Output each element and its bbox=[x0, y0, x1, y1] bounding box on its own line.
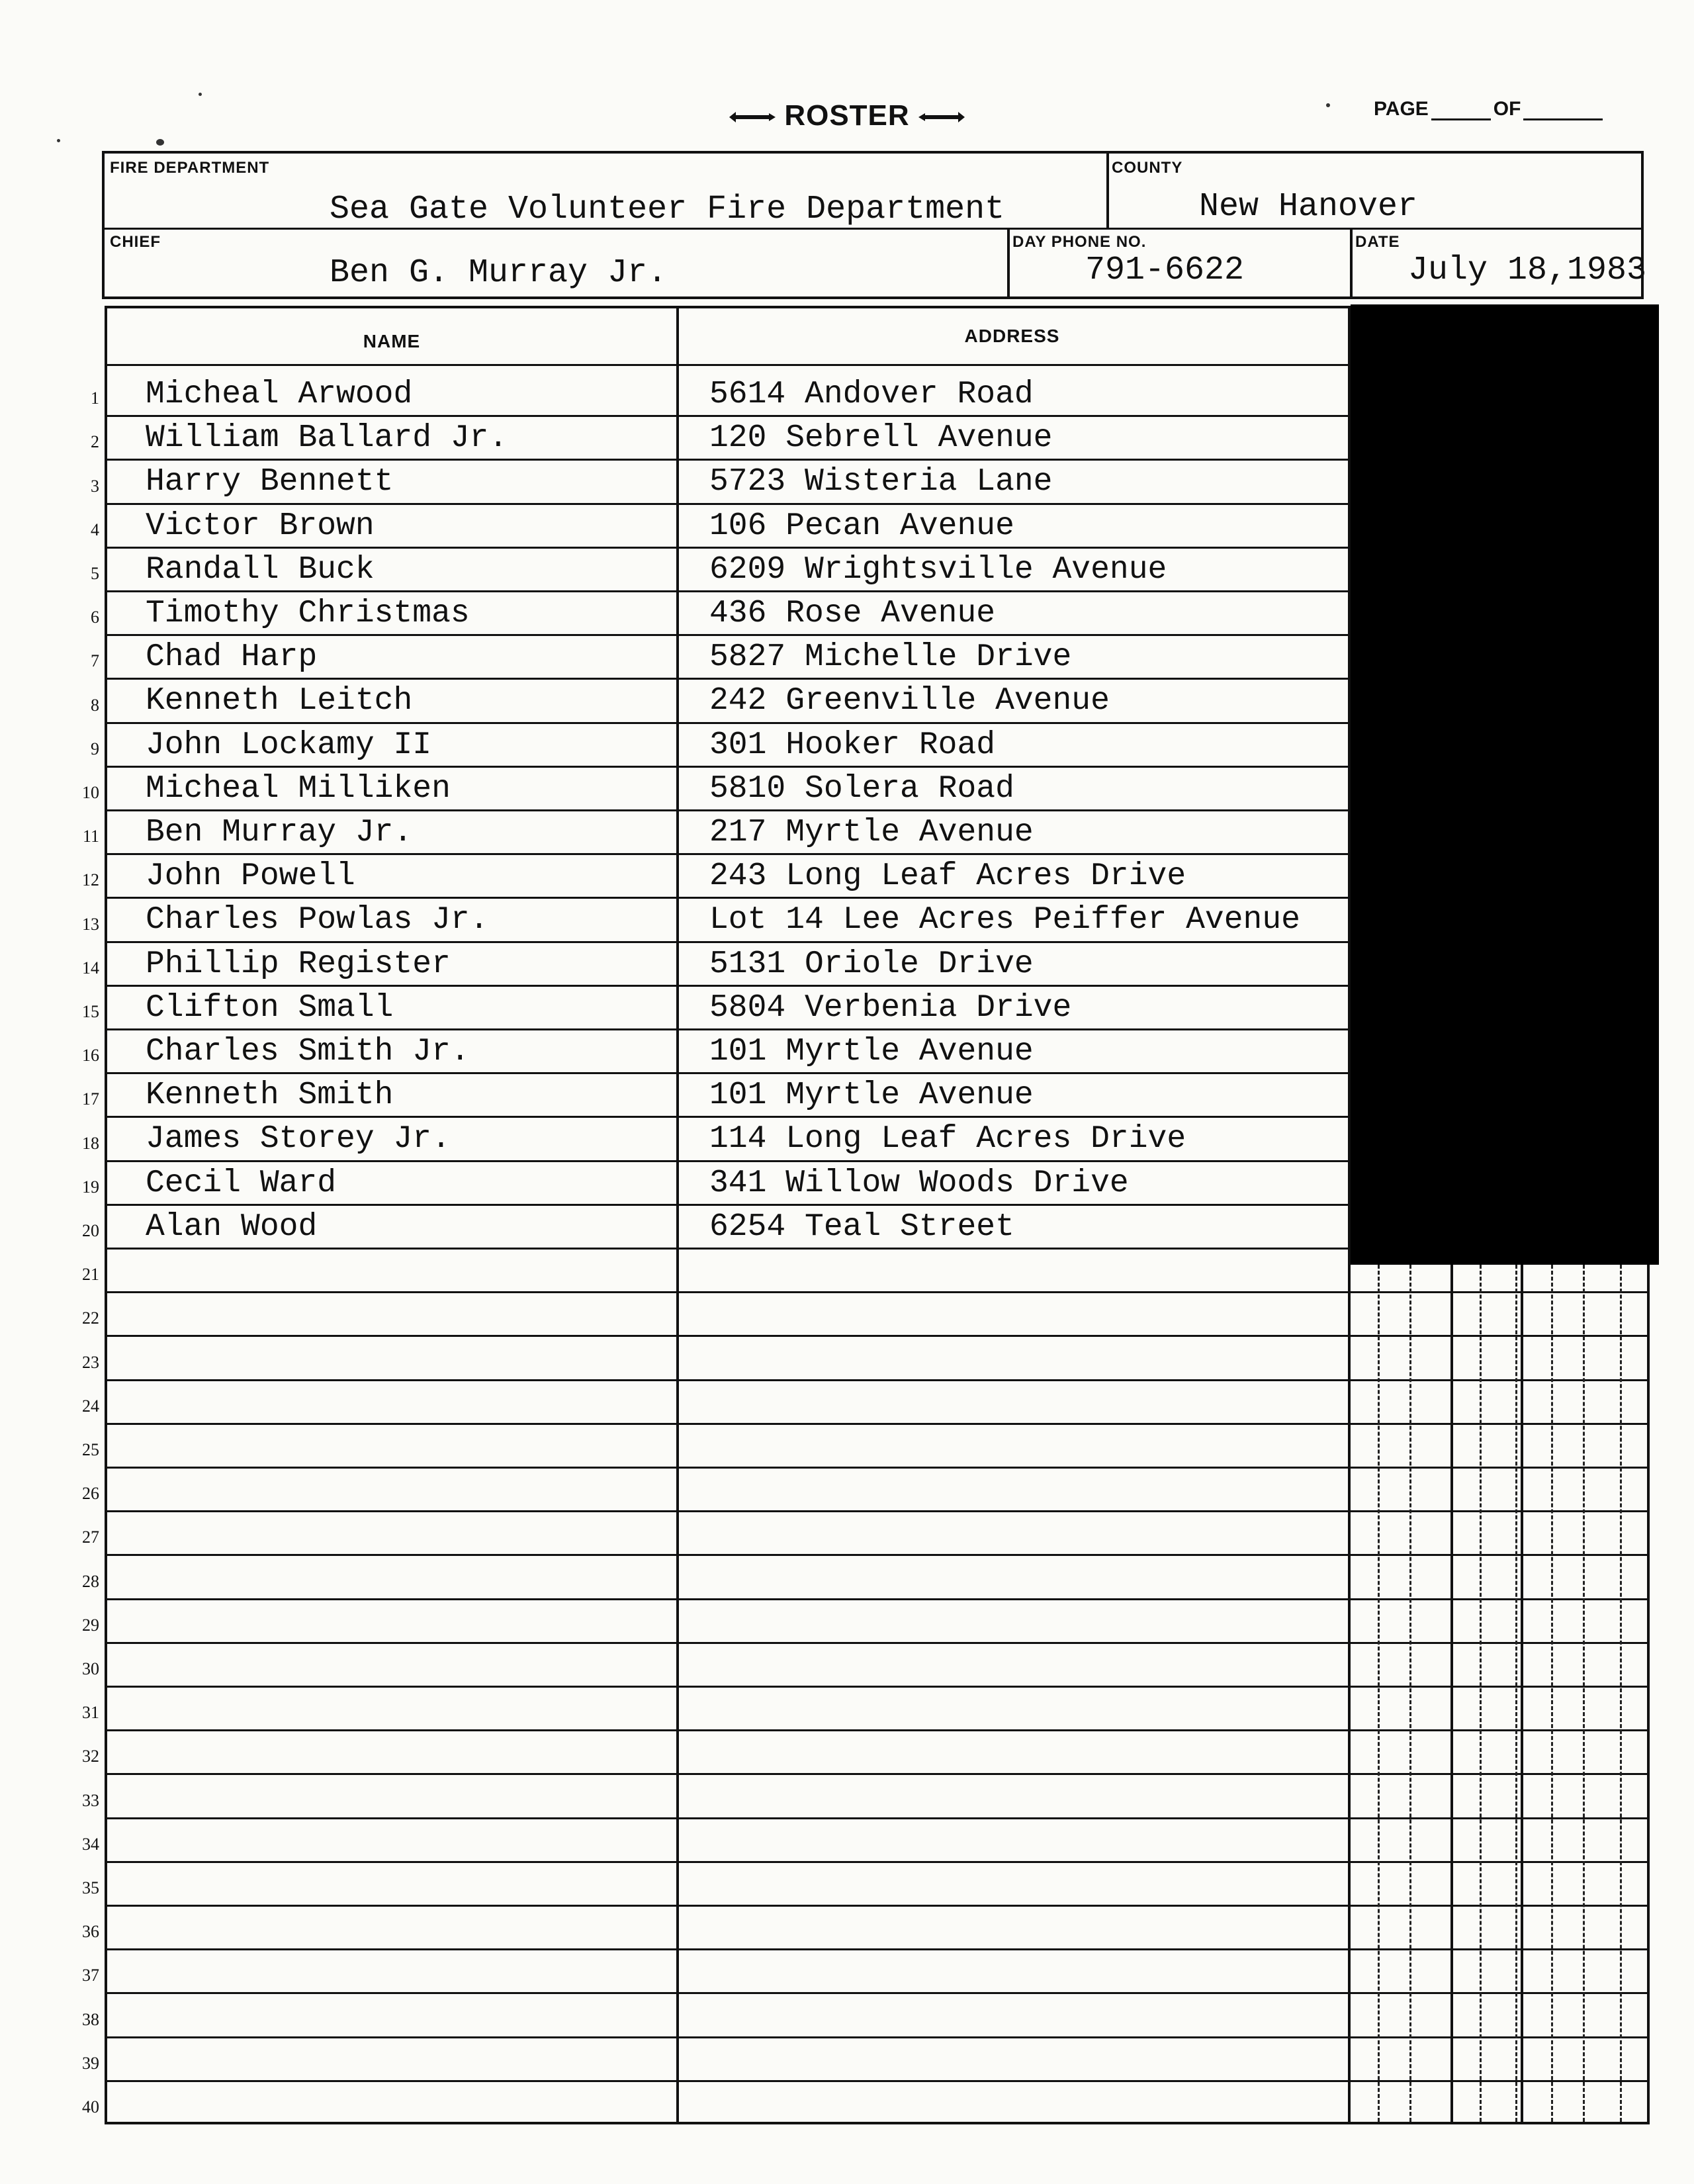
row-divider bbox=[107, 547, 1348, 549]
row-number: 6 bbox=[91, 608, 99, 627]
row-divider bbox=[107, 1686, 1647, 1688]
day-phone-label: DAY PHONE NO. bbox=[1012, 233, 1147, 251]
row-divider bbox=[107, 459, 1348, 461]
row-number: 13 bbox=[82, 914, 99, 934]
roster-title-text: ROSTER bbox=[784, 99, 910, 132]
member-name: Randall Buck bbox=[146, 551, 375, 588]
member-address: 120 Sebrell Avenue bbox=[709, 420, 1053, 457]
row-divider bbox=[107, 1817, 1647, 1819]
page-label: PAGE bbox=[1374, 98, 1429, 120]
row-divider bbox=[107, 1729, 1647, 1731]
of-label: OF bbox=[1493, 98, 1521, 120]
row-divider bbox=[107, 1379, 1647, 1381]
member-name: William Ballard Jr. bbox=[146, 420, 508, 457]
member-name: John Lockamy II bbox=[146, 727, 432, 763]
scan-speck bbox=[156, 139, 164, 146]
row-number: 18 bbox=[82, 1133, 99, 1153]
attendance-column-divider bbox=[1521, 1265, 1523, 2122]
member-address: Lot 14 Lee Acres Peiffer Avenue bbox=[709, 902, 1300, 938]
row-number: 19 bbox=[82, 1177, 99, 1197]
county-label: COUNTY bbox=[1112, 159, 1183, 177]
day-phone-value: 791-6622 bbox=[1085, 251, 1245, 289]
attendance-column-divider bbox=[1409, 1265, 1411, 2122]
attendance-column-divider bbox=[1583, 1265, 1585, 2122]
row-divider bbox=[107, 678, 1348, 680]
date-label: DATE bbox=[1355, 233, 1400, 251]
scan-speck bbox=[57, 139, 60, 142]
row-number: 11 bbox=[82, 827, 99, 846]
row-divider bbox=[107, 1510, 1647, 1512]
member-name: Ben Murray Jr. bbox=[146, 815, 413, 850]
row-number: 10 bbox=[82, 783, 99, 802]
row-divider bbox=[107, 1642, 1647, 1644]
column-header-name: NAME bbox=[363, 331, 421, 351]
row-divider bbox=[107, 590, 1348, 592]
header-row-divider bbox=[107, 364, 1348, 366]
row-divider bbox=[107, 2036, 1647, 2038]
attendance-column-divider bbox=[1450, 1265, 1453, 2122]
chief-value: Ben G. Murray Jr. bbox=[330, 254, 668, 292]
row-divider bbox=[107, 1028, 1348, 1030]
row-divider bbox=[107, 1204, 1348, 1206]
row-divider bbox=[107, 1554, 1647, 1556]
chief-label: CHIEF bbox=[110, 233, 161, 251]
member-address: 101 Myrtle Avenue bbox=[709, 1034, 1034, 1069]
row-divider bbox=[107, 722, 1348, 724]
row-divider bbox=[107, 766, 1348, 768]
member-address: 243 Long Leaf Acres Drive bbox=[709, 858, 1186, 895]
row-number: 26 bbox=[82, 1484, 99, 1504]
row-number: 12 bbox=[82, 870, 99, 890]
row-number: 34 bbox=[82, 1834, 99, 1854]
row-number: 37 bbox=[82, 1966, 99, 1985]
member-name: James Storey Jr. bbox=[146, 1121, 451, 1158]
row-number: 1 bbox=[91, 388, 99, 408]
date-value: July 18,1983 bbox=[1408, 251, 1647, 289]
row-number: 22 bbox=[82, 1308, 99, 1328]
member-address: 5827 Michelle Drive bbox=[709, 639, 1072, 676]
row-number: 33 bbox=[82, 1790, 99, 1810]
attendance-column-divider bbox=[1515, 1265, 1517, 2122]
row-number: 23 bbox=[82, 1352, 99, 1372]
row-number: 17 bbox=[82, 1089, 99, 1109]
member-address: 341 Willow Woods Drive bbox=[709, 1165, 1129, 1201]
row-number: 29 bbox=[82, 1615, 99, 1635]
member-address: 114 Long Leaf Acres Drive bbox=[709, 1121, 1186, 1158]
redaction-block bbox=[1351, 304, 1659, 1265]
row-number: 5 bbox=[91, 564, 99, 583]
attendance-column-divider bbox=[1480, 1265, 1482, 2122]
attendance-column-divider bbox=[1551, 1265, 1553, 2122]
row-number: 36 bbox=[82, 1922, 99, 1942]
row-number: 25 bbox=[82, 1440, 99, 1459]
column-header-address: ADDRESS bbox=[964, 326, 1060, 346]
row-number: 35 bbox=[82, 1878, 99, 1897]
row-divider bbox=[107, 985, 1348, 987]
attendance-column-divider bbox=[1620, 1265, 1622, 2122]
arrow-right-icon bbox=[729, 111, 776, 124]
row-divider bbox=[107, 1905, 1647, 1907]
county-value: New Hanover bbox=[1199, 188, 1418, 226]
row-divider bbox=[107, 1467, 1647, 1469]
member-address: 5614 Andover Road bbox=[709, 377, 1034, 412]
member-name: Clifton Small bbox=[146, 989, 394, 1026]
member-address: 101 Myrtle Avenue bbox=[709, 1077, 1034, 1114]
row-divider bbox=[107, 853, 1348, 855]
member-name: Alan Wood bbox=[146, 1208, 318, 1245]
row-number: 28 bbox=[82, 1571, 99, 1591]
member-address: 217 Myrtle Avenue bbox=[709, 815, 1034, 850]
member-name: Chad Harp bbox=[146, 639, 318, 676]
row-divider bbox=[107, 1160, 1348, 1162]
member-name: Phillip Register bbox=[146, 946, 451, 982]
row-divider bbox=[107, 503, 1348, 505]
fire-department-label: FIRE DEPARTMENT bbox=[110, 159, 270, 177]
row-number: 31 bbox=[82, 1703, 99, 1723]
row-number: 15 bbox=[82, 1002, 99, 1021]
row-divider bbox=[107, 1423, 1647, 1425]
page-of-field bbox=[1374, 98, 1605, 120]
member-address: 106 Pecan Avenue bbox=[709, 508, 1014, 544]
member-name: Harry Bennett bbox=[146, 464, 394, 500]
fire-department-value: Sea Gate Volunteer Fire Department bbox=[330, 191, 1005, 228]
member-address: 5810 Solera Road bbox=[709, 770, 1014, 807]
header-info-box bbox=[102, 151, 1647, 299]
member-address: 436 Rose Avenue bbox=[709, 596, 996, 631]
member-address: 5131 Oriole Drive bbox=[709, 946, 1034, 982]
member-name: Cecil Ward bbox=[146, 1165, 337, 1201]
member-address: 5723 Wisteria Lane bbox=[709, 464, 1053, 500]
row-number: 32 bbox=[82, 1747, 99, 1766]
row-number: 39 bbox=[82, 2053, 99, 2073]
scan-speck bbox=[1326, 103, 1330, 107]
row-number: 14 bbox=[82, 958, 99, 978]
county-field bbox=[1106, 154, 1641, 228]
row-divider bbox=[107, 1116, 1348, 1118]
member-name: Kenneth Smith bbox=[146, 1077, 394, 1114]
member-address: 242 Greenville Avenue bbox=[709, 683, 1110, 719]
chief-field bbox=[105, 228, 1007, 296]
member-address: 301 Hooker Road bbox=[709, 727, 996, 763]
row-number: 16 bbox=[82, 1046, 99, 1066]
roster-table bbox=[82, 306, 1650, 2124]
row-number: 8 bbox=[91, 695, 99, 715]
row-divider bbox=[107, 1773, 1647, 1775]
member-address: 6254 Teal Street bbox=[709, 1208, 1014, 1245]
row-divider bbox=[107, 1861, 1647, 1863]
row-number: 21 bbox=[82, 1265, 99, 1285]
row-divider bbox=[107, 2080, 1647, 2082]
row-divider bbox=[107, 634, 1348, 636]
fire-department-field bbox=[105, 154, 1106, 228]
row-divider bbox=[107, 897, 1348, 899]
column-divider bbox=[676, 308, 679, 2122]
attendance-column-divider bbox=[1378, 1265, 1380, 2122]
row-divider bbox=[107, 1992, 1647, 1994]
page-blank bbox=[1431, 100, 1491, 120]
row-divider bbox=[107, 941, 1348, 943]
row-number: 20 bbox=[82, 1221, 99, 1240]
roster-title bbox=[728, 99, 966, 132]
row-number: 2 bbox=[91, 432, 99, 452]
row-number: 9 bbox=[91, 739, 99, 758]
scan-speck bbox=[199, 93, 202, 96]
row-number: 27 bbox=[82, 1527, 99, 1547]
member-name: Victor Brown bbox=[146, 508, 375, 544]
row-number: 4 bbox=[91, 520, 99, 539]
arrow-left-icon bbox=[918, 111, 965, 124]
member-name: Charles Smith Jr. bbox=[146, 1034, 470, 1069]
day-phone-field bbox=[1007, 228, 1350, 296]
row-number: 3 bbox=[91, 476, 99, 496]
row-number: 40 bbox=[82, 2097, 99, 2116]
member-address: 5804 Verbenia Drive bbox=[709, 989, 1072, 1026]
row-divider bbox=[107, 1248, 1348, 1250]
row-divider bbox=[107, 1948, 1647, 1950]
row-divider bbox=[107, 1072, 1348, 1074]
member-name: John Powell bbox=[146, 858, 355, 895]
member-name: Micheal Milliken bbox=[146, 770, 451, 807]
row-number: 38 bbox=[82, 2009, 99, 2029]
member-name: Kenneth Leitch bbox=[146, 683, 413, 719]
row-number: 30 bbox=[82, 1659, 99, 1678]
row-divider bbox=[107, 1335, 1647, 1337]
member-name: Timothy Christmas bbox=[146, 596, 470, 631]
date-field bbox=[1350, 228, 1647, 296]
row-divider bbox=[107, 1598, 1647, 1600]
row-divider bbox=[107, 415, 1348, 417]
row-number: 24 bbox=[82, 1396, 99, 1416]
row-divider bbox=[107, 1291, 1647, 1293]
member-name: Micheal Arwood bbox=[146, 377, 413, 412]
row-divider bbox=[107, 809, 1348, 811]
row-number: 7 bbox=[91, 651, 99, 671]
of-blank bbox=[1523, 100, 1603, 120]
member-address: 6209 Wrightsville Avenue bbox=[709, 551, 1167, 588]
member-name: Charles Powlas Jr. bbox=[146, 902, 489, 938]
